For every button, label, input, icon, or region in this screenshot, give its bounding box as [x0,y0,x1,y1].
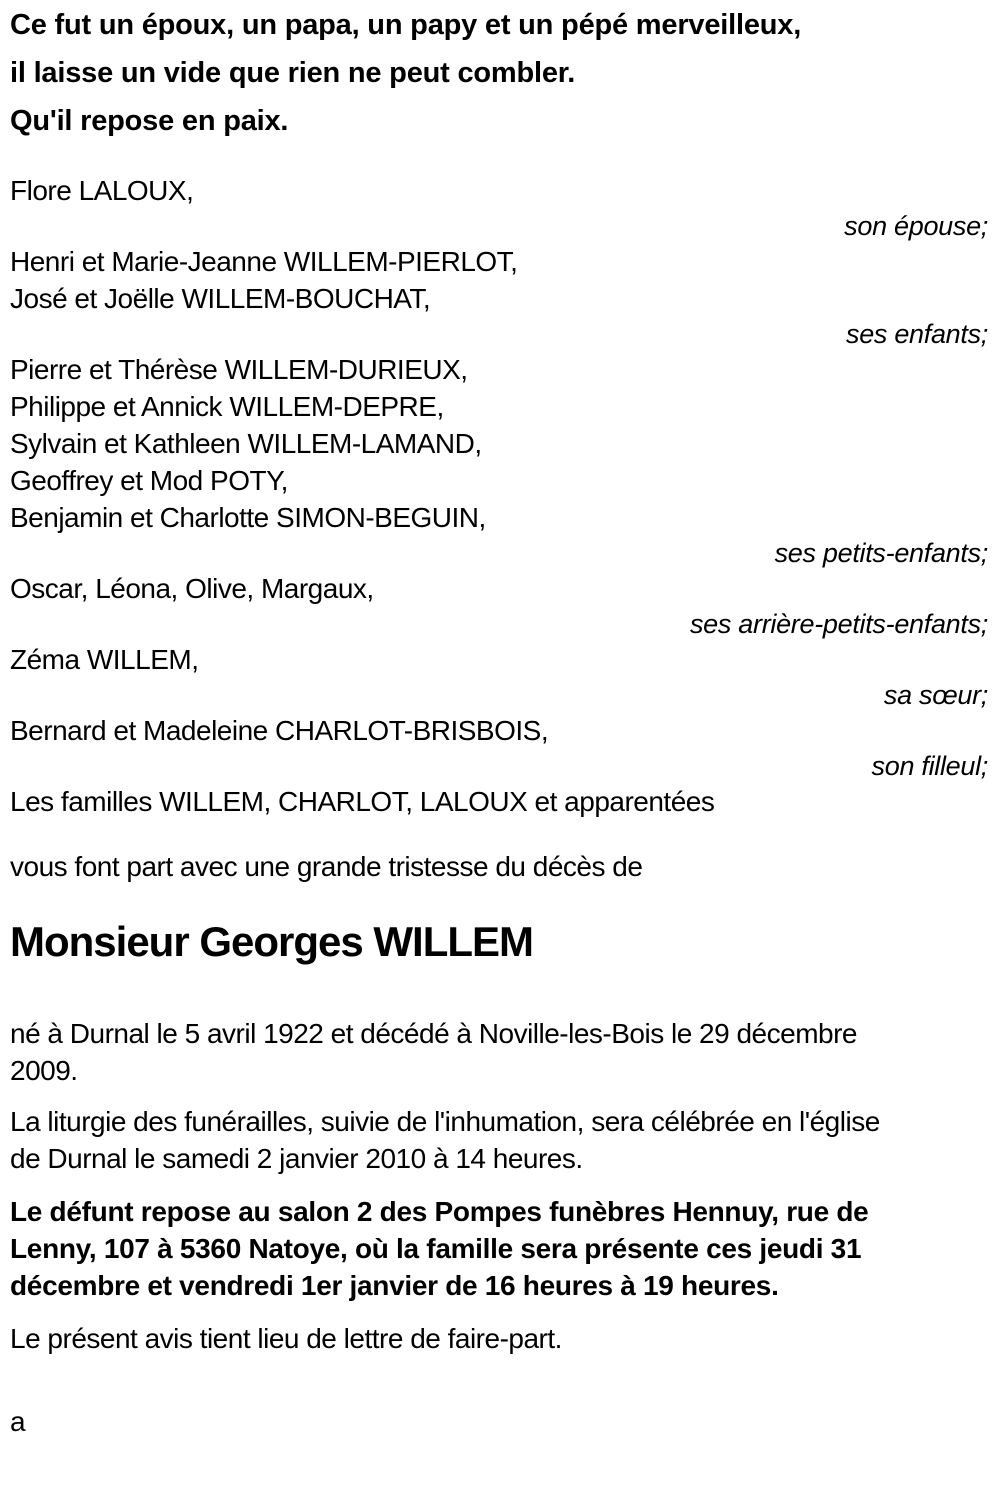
deceased-name-heading: Monsieur Georges WILLEM [10,918,534,965]
relation-label: ses arrière-petits-enfants; [689,609,988,639]
birth-death-info: né à Durnal le 5 avril 1922 et décédé à Noville-les-Bois le 29 décembre 2009. [10,1018,857,1086]
family-group [10,351,988,568]
family-names-line: Benjamin et Charlotte SIMON-BEGUIN, [10,502,486,533]
family-group [10,570,988,639]
family-list [10,172,988,820]
visitation-info: Le défunt repose au salon 2 des Pompes funèbres Hennuy, rue de Lenny, 107 à 5360 Natoye, où la famille sera présente ces jeudi 31 décembre et vendredi 1er janvier de 16 heures à 19 heures. [10,1196,869,1301]
family-group [10,243,988,349]
footer-letter: a [10,1406,26,1437]
family-names-line: Bernard et Madeleine CHARLOT-BRISBOIS, [10,715,549,746]
intro-line-3: Qu'il repose en paix. [10,105,289,137]
relation-label: son épouse; [844,211,988,241]
funeral-info: La liturgie des funérailles, suivie de l'inhumation, sera célébrée en l'église de Durnal le samedi 2 janvier 2010 à 14 heures. [10,1106,880,1174]
family-names-line: Philippe et Annick WILLEM-DEPRE, [10,391,444,422]
family-names-line: Pierre et Thérèse WILLEM-DURIEUX, [10,354,468,385]
family-group [10,172,988,241]
relation-label: sa sœur; [883,680,988,710]
faire-part-note: Le présent avis tient lieu de lettre de faire-part. [10,1323,562,1354]
family-group [10,712,988,781]
announcement-text: vous font part avec une grande tristesse du décès de [10,851,643,882]
family-names-line: Geoffrey et Mod POTY, [10,465,288,496]
relation-label: son filleul; [871,751,988,781]
family-names-line: Zéma WILLEM, [10,644,199,675]
family-group [10,641,988,710]
family-names-line: José et Joëlle WILLEM-BOUCHAT, [10,283,431,314]
family-names-line: Henri et Marie-Jeanne WILLEM-PIERLOT, [10,246,518,277]
family-names-line: Les familles WILLEM, CHARLOT, LALOUX et apparentées [10,786,715,817]
relation-label: ses petits-enfants; [774,538,988,568]
relation-label: ses enfants; [846,319,988,349]
family-group [10,783,988,820]
family-names-line: Sylvain et Kathleen WILLEM-LAMAND, [10,428,482,459]
intro-quote [10,6,988,140]
intro-line-2: il laisse un vide que rien ne peut combler. [10,57,576,89]
intro-line-1: Ce fut un époux, un papa, un papy et un pépé merveilleux, [10,9,802,41]
family-names-line: Oscar, Léona, Olive, Margaux, [10,573,374,604]
family-names-line: Flore LALOUX, [10,175,194,206]
